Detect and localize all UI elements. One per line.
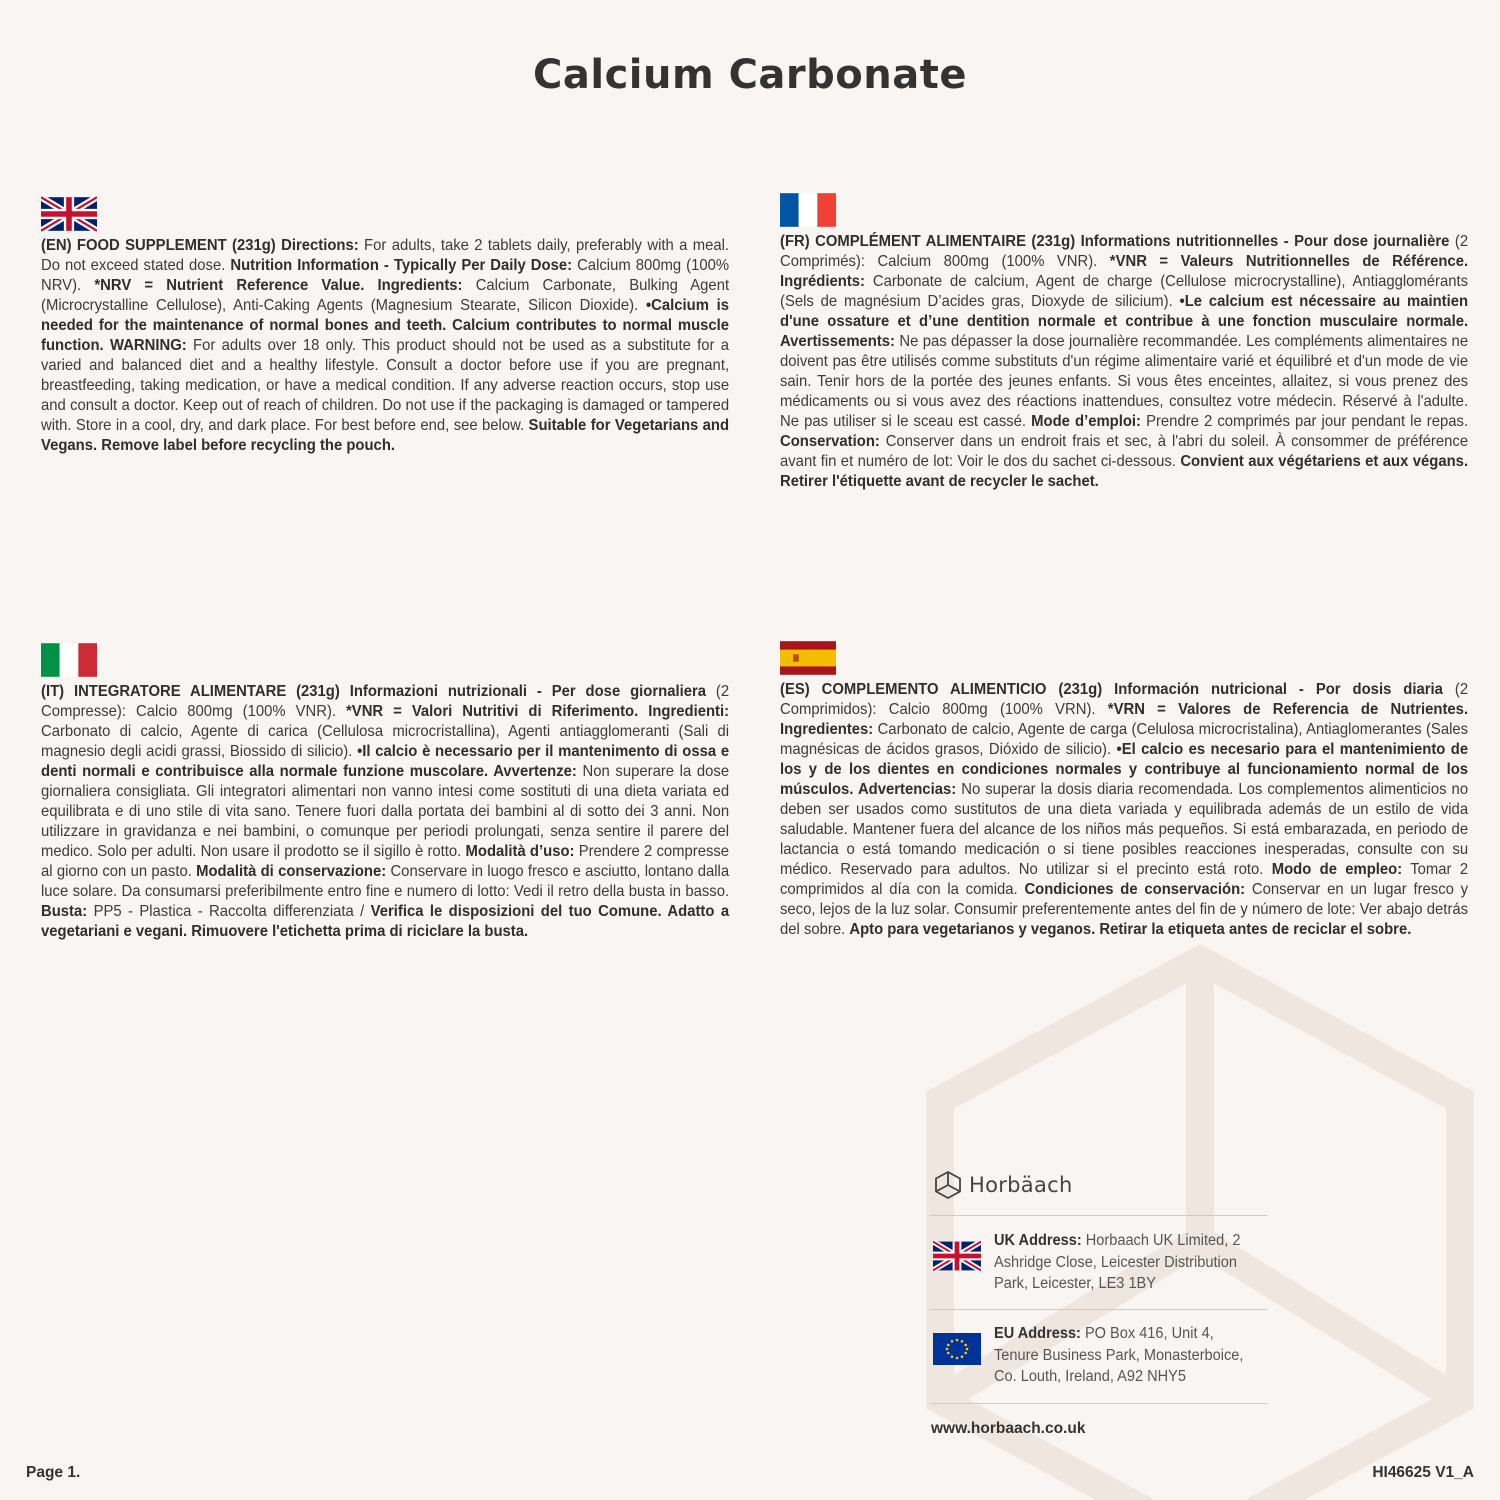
product-code: HI46625 V1_A [1372, 1464, 1474, 1481]
uk-address [933, 1230, 1279, 1295]
section-fr [780, 192, 1468, 492]
section-it [41, 642, 729, 942]
bold-text: Busta: [41, 903, 88, 920]
divider [930, 1309, 1267, 1310]
brand-name: Horbäach [969, 1173, 1073, 1197]
body-text: Carbonato de calcio, Agente de carga (Celulosa microcristalina), Antiaglomerantes (Sales magnésicas de ácidos grasos, Dióxido de silicio). [780, 721, 1469, 758]
body-text: Conservar en un lugar fresco y seco, lejos de la luz solar. Consumir preferentemente antes del fin de y número de lote: Ver abajo detrás del sobre. [780, 881, 1469, 938]
section-text-fr [780, 232, 1468, 492]
uk-address-label: UK Address: [994, 1232, 1082, 1249]
body-text: Conservare in luogo fresco e asciutto, lontano dalla luce solare. Da consumarsi preferibilmente entro fine e numero di lotto: Vedi il retro della busta in basso. [41, 863, 730, 900]
page-title: Calcium Carbonate [533, 52, 967, 98]
body-text: Prendere 2 compresse al giorno con un pasto. [41, 843, 730, 880]
bold-text: •Calcium is needed for the maintenance of normal bones and teeth. Calcium contributes to normal muscle function. WARNING: [41, 297, 730, 354]
body-text: Non superare la dose giornaliera consigliata. Gli integratori alimentari non vanno intesi come sostituti di una dieta variata ed equilibrata e di uno stile di vita sano. Tenere fuori dalla portata dei bambini al di sotto dei 3 anni. Non utilizzare in gravidanza e nei bambini, o comunque per periodi prolungati, senza sentire il parere del medico. Solo per adulti. Non usare il prodotto se il sigillo è rotto. [41, 763, 730, 860]
body-text: Carbonate de calcium, Agent de charge (Cellulose microcrystalline), Antiagglomérants (Sels de magnésium D’acides gras, Dioxyde de silicium). [780, 273, 1469, 310]
bold-text: Verifica le disposizioni del tuo Comune. Adatto a vegetariani e vegani. Rimuovere l'etichetta prima di riciclare la busta. [41, 903, 730, 940]
bold-text: (IT) INTEGRATORE ALIMENTARE (231g) Informazioni nutrizionali - Per dose giornaliera [41, 683, 707, 700]
watermark-logo [860, 940, 1500, 1500]
uk-flag-icon [933, 1240, 981, 1272]
divider [930, 1403, 1267, 1404]
brand [933, 1170, 1073, 1200]
page-number: Page 1. [26, 1464, 81, 1481]
body-text: (2 Compresse): Calcio 800mg (100% VNR). [41, 683, 730, 720]
eu-address [933, 1323, 1279, 1388]
section-text-es [780, 680, 1468, 940]
spain-flag-icon [780, 640, 836, 676]
bold-text: Apto para vegetarianos y veganos. Retirar la etiqueta antes de reciclar el sobre. [849, 921, 1412, 938]
bold-text: Modo de empleo: [1271, 861, 1403, 878]
bold-text: Suitable for Vegetarians and Vegans. Remove label before recycling the pouch. [41, 417, 730, 454]
body-text: No superar la dosis diaria recomendada. Los complementos alimenticios no deben ser usados como sustitutos de una dieta variada y equilibrada además de un estilo de vida saludable. Mantener fuera del alcance de los niños más pequeños. Si está embarazada, en periodo de lactancia o está tomando medicación o si tiene posibles reacciones inesperadas, consulte con su médico. Reservado para adultos. No utilizar si el precinto está roto. [780, 781, 1469, 878]
body-text: Calcium 800mg (100% NRV). [41, 257, 730, 294]
body-text: (2 Comprimés): Calcium 800mg (100% VNR). [780, 233, 1469, 270]
section-en [41, 196, 729, 456]
body-text: Calcium Carbonate, Bulking Agent (Microcrystalline Cellulose), Anti-Caking Agents (Magnesium Stearate, Silicon Dioxide). [41, 277, 730, 314]
bold-text: Modalità di conservazione: [196, 863, 387, 880]
eu-address-text [994, 1323, 1262, 1388]
italy-flag-icon [41, 642, 97, 678]
bold-text: *NRV = Nutrient Reference Value. Ingredients: [94, 277, 463, 294]
section-es [780, 640, 1468, 940]
bold-text: Nutrition Information - Typically Per Daily Dose: [230, 257, 573, 274]
section-text-it [41, 682, 729, 942]
eu-address-value: PO Box 416, Unit 4, Tenure Business Park, Monasterboice, Co. Louth, Ireland, A92 NHY5 [994, 1325, 1244, 1385]
bold-text: *VNR = Valori Nutritivi di Riferimento. Ingredienti: [346, 703, 730, 720]
eu-address-label: EU Address: [994, 1325, 1081, 1342]
bold-text: Condiciones de conservación: [1024, 881, 1246, 898]
bold-text: Modalità d’uso: [465, 843, 575, 860]
website-link[interactable]: www.horbaach.co.uk [931, 1420, 1086, 1437]
body-text: Conserver dans un endroit frais et sec, à l'abri du soleil. À consommer de préférence avant fin et numéro de lot: Voir le dos du sachet ci-dessous. [780, 433, 1469, 470]
body-text: (2 Comprimidos): Calcio 800mg (100% VRN). [780, 681, 1469, 718]
bold-text: Convient aux végétariens et aux végans. Retirer l'étiquette avant de recycler le sachet. [780, 453, 1469, 490]
uk-address-text [994, 1230, 1262, 1295]
body-text: Tomar 2 comprimidos al día con la comida. [780, 861, 1469, 898]
bold-text: (FR) COMPLÉMENT ALIMENTAIRE (231g) Informations nutritionnelles - Pour dose journalière [780, 233, 1450, 250]
horbaach-logo-icon [933, 1170, 963, 1200]
body-text: For adults, take 2 tablets daily, preferably with a meal. Do not exceed stated dose. [41, 237, 730, 274]
body-text: Ne pas dépasser la dose journalière recommandée. Les compléments alimentaires ne doivent pas être utilisés comme substituts d'un régime alimentaire varié et équilibré et d'un mode de vie sain. Tenir hors de la portée des jeunes enfants. Si vous êtes enceintes, allaitez, si vous prenez des médicaments ou si vous avez des réactions inattendues, consultez votre médecin. Réservé à l'adulte. Ne pas utiliser si le sceau est cassé. [780, 333, 1469, 430]
bold-text: Conservation: [780, 433, 880, 450]
body-text: Carbonato di calcio, Agente di carica (Cellulosa microcristallina), Agenti antiagglomeranti (Sali di magnesio degli acidi grassi, Biossido di silicio). [41, 723, 730, 760]
bold-text: (ES) COMPLEMENTO ALIMENTICIO (231g) Información nutricional - Por dosis diaria [780, 681, 1443, 698]
bold-text: Mode d’emploi: [1031, 413, 1141, 430]
bold-text: *VRN = Valores de Referencia de Nutrientes. Ingredientes: [780, 701, 1469, 738]
uk-flag-icon [41, 196, 97, 232]
bold-text: •El calcio es necesario para el mantenimiento de los y de los dientes en condiciones normales y contribuye al funcionamiento normal de los músculos. Advertencias: [780, 741, 1469, 798]
bold-text: (EN) FOOD SUPPLEMENT (231g) Directions: [41, 237, 359, 254]
france-flag-icon [780, 192, 836, 228]
eu-flag-icon [933, 1333, 981, 1365]
body-text: For adults over 18 only. This product should not be used as a substitute for a varied and balanced diet and a healthy lifestyle. Consult a doctor before use if you are pregnant, breastfeeding, taking medication, or have a medical condition. If any adverse reaction occurs, stop use and consult a doctor. Keep out of reach of children. Do not use if the packaging is damaged or tampered with. Store in a cool, dry, and dark place. For best before end, see below. [41, 337, 730, 434]
body-text: PP5 - Plastica - Raccolta differenziata / [87, 903, 371, 920]
divider [930, 1215, 1267, 1216]
body-text: Prendre 2 comprimés par jour pendant le repas. [1140, 413, 1469, 430]
uk-address-value: Horbaach UK Limited, 2 Ashridge Close, Leicester Distribution Park, Leicester, LE3 1BY [994, 1232, 1241, 1292]
bold-text: *VNR = Valeurs Nutritionnelles de Référence. Ingrédients: [780, 253, 1469, 290]
bold-text: •Le calcium est nécessaire au maintien d'une ossature et d’une dentition normale et contribue à une fonction musculaire normale. Avertissements: [780, 293, 1469, 350]
section-text-en [41, 236, 729, 456]
bold-text: •Il calcio è necessario per il mantenimento di ossa e denti normali e contribuisce alla normale funzione muscolare. Avvertenze: [41, 743, 730, 780]
